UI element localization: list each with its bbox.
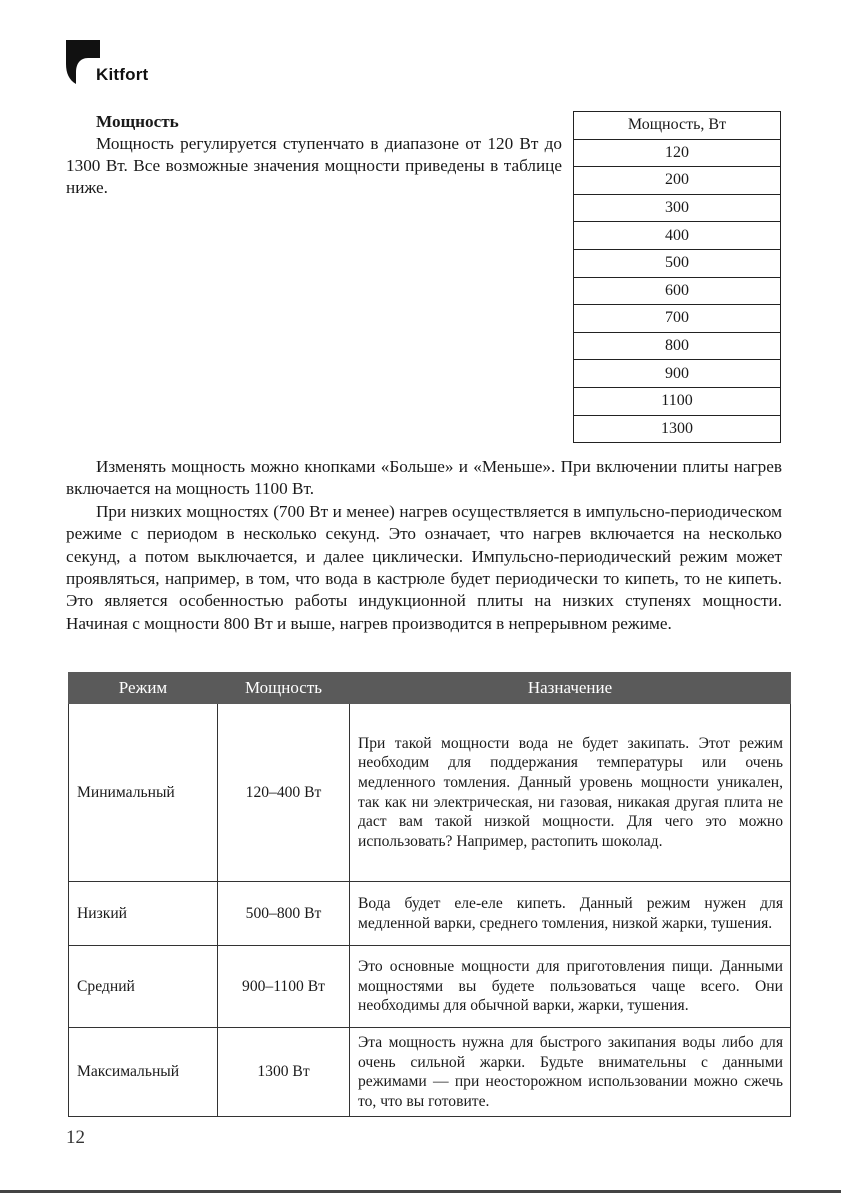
body-paragraph: Изменять мощность можно кнопками «Больше» и «Меньше». При включении плиты нагрев включается на мощность 1100 Вт.: [66, 457, 782, 499]
kitfort-logo: [66, 40, 166, 90]
kitfort-logo-mark-icon: [66, 40, 100, 84]
mode-cell: Максимальный: [69, 1028, 218, 1117]
table-row: [69, 1028, 791, 1117]
power-level-cell: 1300: [574, 415, 781, 443]
column-header-purpose: Назначение: [350, 673, 791, 704]
power-level-cell: 1100: [574, 387, 781, 415]
mode-cell: Низкий: [69, 882, 218, 946]
purpose-cell: Эта мощность нужна для быстрого закипания воды либо для очень сильной жарки. Будьте внимательны с данными режимами — при неосторожном использовании можно сжечь то, что вы готовите.: [350, 1028, 791, 1117]
body-paragraph: При низких мощностях (700 Вт и менее) нагрев осуществляется в импульсно-периодическом режиме с периодом в несколько секунд. Это означает, что нагрев включается на несколько секунд, а потом выключается, и далее циклически. Импульсно-периодический режим может проявляться, например, в том, что вода в кастрюле будет периодически то кипеть, то не кипеть. Это является особенностью работы индукционной плиты на низких ступенях мощности. Начиная с мощности 800 Вт и выше, нагрев производится в непрерывном режиме.: [66, 501, 782, 633]
power-level-cell: 900: [574, 360, 781, 388]
purpose-cell: Вода будет еле-еле кипеть. Данный режим нужен для медленной варки, среднего томления, низкой жарки, тушения.: [350, 882, 791, 946]
intro-section: [66, 111, 562, 199]
power-range-cell: 1300 Вт: [218, 1028, 350, 1117]
purpose-cell: Это основные мощности для приготовления пищи. Данными мощностями вы будете пользоваться чаще всего. Они необходимы для обычной варки, жарки, тушения.: [350, 946, 791, 1028]
power-range-cell: 500–800 Вт: [218, 882, 350, 946]
section-heading: Мощность: [96, 112, 179, 131]
mode-cell: Средний: [69, 946, 218, 1028]
table-row: [69, 882, 791, 946]
power-levels-table: [573, 111, 781, 443]
power-levels-header: Мощность, Вт: [574, 112, 781, 140]
table-row: [69, 946, 791, 1028]
mode-cell: Минимальный: [69, 704, 218, 882]
page-number: 12: [66, 1127, 85, 1148]
power-level-cell: 400: [574, 222, 781, 250]
power-level-cell: 300: [574, 194, 781, 222]
power-level-cell: 600: [574, 277, 781, 305]
kitfort-logo-text: Kitfort: [96, 65, 149, 84]
power-range-cell: 120–400 Вт: [218, 704, 350, 882]
power-range-cell: 900–1100 Вт: [218, 946, 350, 1028]
power-level-cell: 800: [574, 332, 781, 360]
body-text: [66, 456, 782, 635]
intro-paragraph: Мощность регулируется ступенчато в диапазоне от 120 Вт до 1300 Вт. Все возможные значения мощности приведены в таблице ниже.: [66, 134, 562, 197]
power-level-cell: 500: [574, 249, 781, 277]
power-level-cell: 120: [574, 139, 781, 167]
power-level-cell: 700: [574, 305, 781, 333]
column-header-power: Мощность: [218, 673, 350, 704]
purpose-cell: При такой мощности вода не будет закипать. Этот режим необходим для поддержания температуры или очень медленного томления. Данный уровень мощности уникален, так как ни электрическая, ни газовая, никакая другая плита не даст вам такой низкой мощности. Для чего это можно использовать? Например, растопить шоколад.: [350, 704, 791, 882]
power-level-cell: 200: [574, 167, 781, 195]
table-row: [69, 704, 791, 882]
column-header-mode: Режим: [69, 673, 218, 704]
modes-table: [68, 672, 791, 1117]
